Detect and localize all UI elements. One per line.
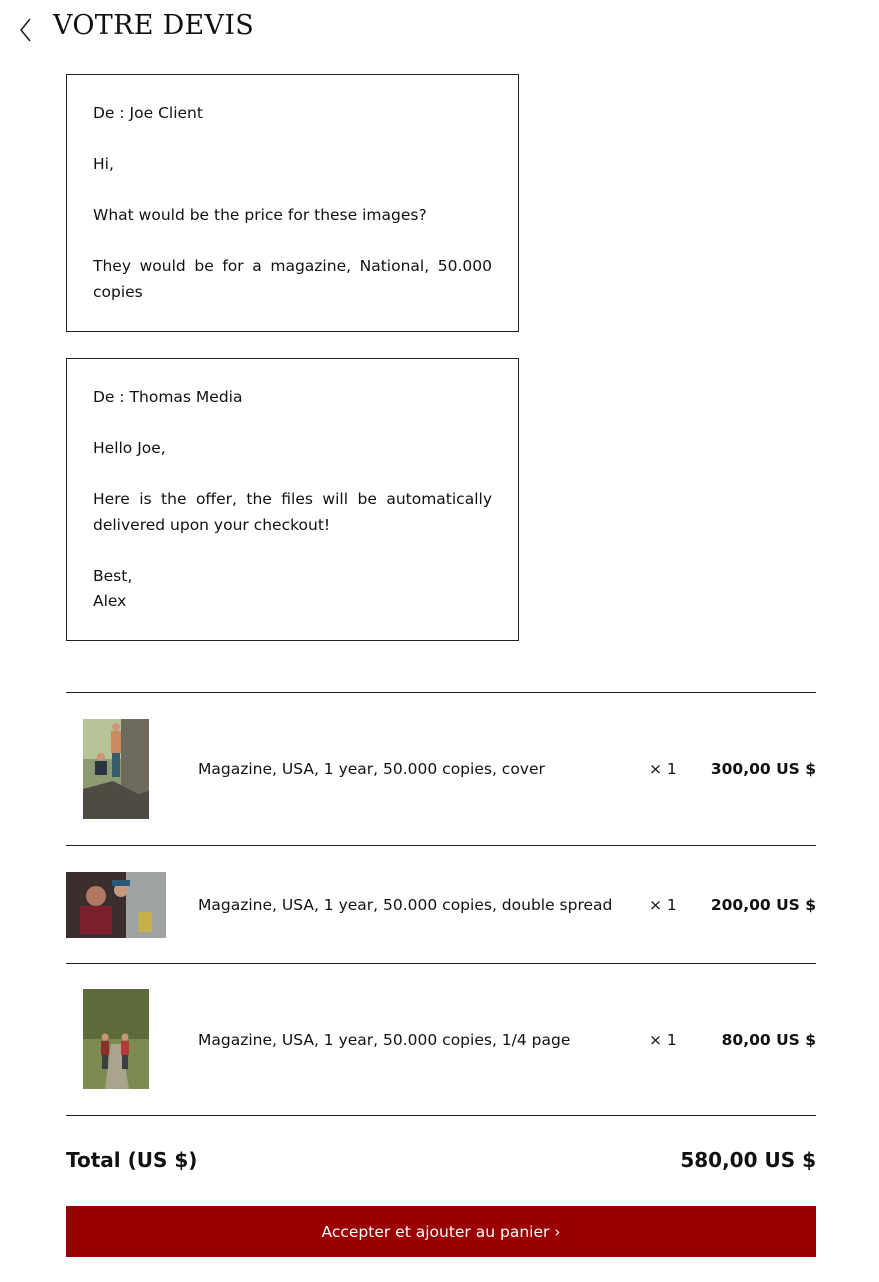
- message-line: Hello Joe,: [93, 439, 166, 457]
- seller-message: [66, 358, 519, 641]
- climbers-photo-thumbnail: [83, 719, 149, 819]
- total-value: 580,00 US $: [680, 1148, 816, 1172]
- quote-item-row: [66, 963, 816, 1116]
- item-description: Magazine, USA, 1 year, 50.000 copies, 1/4 page: [198, 1031, 571, 1049]
- item-price: 300,00 US $: [710, 760, 816, 778]
- message-line: Here is the offer, the files will be automatically delivered upon your checkout!: [93, 490, 492, 534]
- item-description: Magazine, USA, 1 year, 50.000 copies, double spread: [198, 896, 613, 914]
- page-header: [0, 0, 879, 62]
- message-line: They would be for a magazine, National, 50.000 copies: [93, 257, 492, 301]
- item-thumbnail[interactable]: [66, 989, 166, 1089]
- message-line: Best,: [93, 566, 133, 585]
- client-message: [66, 74, 519, 332]
- chevron-left-icon[interactable]: [16, 16, 36, 44]
- item-quantity: × 1: [649, 1031, 677, 1049]
- item-quantity: × 1: [649, 760, 677, 778]
- item-quantity: × 1: [649, 896, 677, 914]
- message-line: Hi,: [93, 155, 114, 173]
- message-line: Alex: [93, 592, 127, 610]
- page-title: VOTRE DEVIS: [53, 10, 255, 41]
- item-price: 80,00 US $: [721, 1031, 816, 1049]
- quote-item-row: [66, 845, 816, 963]
- item-thumbnail[interactable]: [66, 719, 166, 819]
- hikers-photo-thumbnail: [83, 989, 149, 1089]
- message-sender: De : Joe Client: [93, 104, 203, 122]
- total-label: Total (US $): [66, 1148, 198, 1172]
- accept-add-to-cart-button[interactable]: Accepter et ajouter au panier ›: [66, 1206, 816, 1257]
- item-price: 200,00 US $: [710, 896, 816, 914]
- climbers-closeup-thumbnail: [66, 872, 166, 938]
- quote-item-row: [66, 692, 816, 845]
- quote-items-list: [66, 692, 816, 1116]
- item-description: Magazine, USA, 1 year, 50.000 copies, cover: [198, 760, 545, 778]
- message-sender: De : Thomas Media: [93, 388, 243, 406]
- item-thumbnail[interactable]: [66, 872, 166, 938]
- message-line: What would be the price for these images?: [93, 206, 427, 224]
